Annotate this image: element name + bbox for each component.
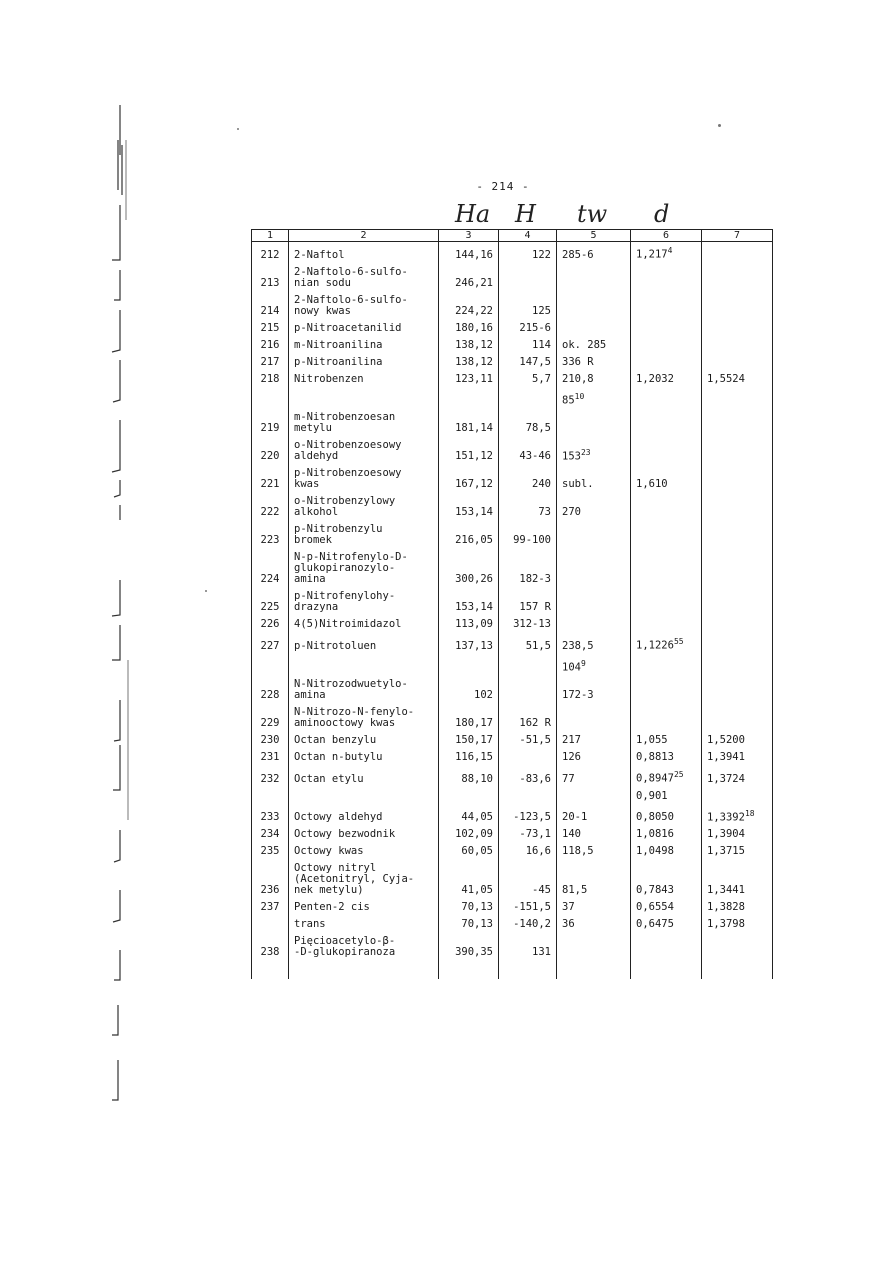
cell-refractive-index: 1,3392$^{18}$ (702, 805, 773, 827)
cell-melting-point: 43-46 (499, 437, 557, 465)
cell-density (631, 292, 702, 320)
cell-molar-mass (439, 655, 499, 677)
cell-molar-mass: 70,13 (439, 899, 499, 916)
cell-refractive-index (702, 242, 773, 264)
table-row (252, 805, 773, 827)
cell-number: 238 (252, 933, 289, 961)
table-row (252, 354, 773, 371)
cell-compound-name: Pięcioacetylo-β- -D-glukopiranoza (289, 933, 439, 961)
cell-refractive-index: 1,3715 (702, 843, 773, 860)
cell-compound-name: m-Nitrobenzoesan metylu (289, 409, 439, 437)
cell-refractive-index: 1,3828 (702, 899, 773, 916)
cell-compound-name (289, 388, 439, 410)
cell-boiling-point: 37 (557, 899, 631, 916)
cell-molar-mass: 216,05 (439, 521, 499, 549)
cell-melting-point: -83,6 (499, 766, 557, 788)
cell-melting-point: -140,2 (499, 916, 557, 933)
table-row (252, 676, 773, 704)
table-row (252, 264, 773, 292)
table-row (252, 437, 773, 465)
superscript-temperature: 18 (744, 808, 755, 818)
cell-refractive-index (702, 588, 773, 616)
cell-melting-point: 73 (499, 493, 557, 521)
cell-compound-name: Nitrobenzen (289, 371, 439, 388)
cell-molar-mass: 144,16 (439, 242, 499, 264)
cell-melting-point: -73,1 (499, 826, 557, 843)
table-row (252, 292, 773, 320)
cell-molar-mass: 137,13 (439, 633, 499, 655)
cell-molar-mass: 224,22 (439, 292, 499, 320)
cell-boiling-point: 126 (557, 749, 631, 766)
cell-number: 221 (252, 465, 289, 493)
cell-molar-mass: 88,10 (439, 766, 499, 788)
cell-boiling-point: 140 (557, 826, 631, 843)
cell-compound-name: trans (289, 916, 439, 933)
cell-density: 1,2032 (631, 371, 702, 388)
cell-density: 1,055 (631, 732, 702, 749)
empty-cell (439, 961, 499, 979)
table-header-row (252, 230, 773, 242)
cell-compound-name: p-Nitroanilina (289, 354, 439, 371)
cell-boiling-point: $104^9$ (557, 655, 631, 677)
cell-number: 218 (252, 371, 289, 388)
table-row (252, 749, 773, 766)
cell-melting-point: 131 (499, 933, 557, 961)
cell-compound-name: 2-Naftolo-6-sulfo- nian sodu (289, 264, 439, 292)
cell-boiling-point: 77 (557, 766, 631, 788)
cell-number: 214 (252, 292, 289, 320)
cell-density (631, 616, 702, 633)
empty-cell (702, 961, 773, 979)
cell-density: 1,0816 (631, 826, 702, 843)
cell-compound-name: Octan etylu (289, 766, 439, 788)
cell-compound-name: p-Nitrotoluen (289, 633, 439, 655)
cell-boiling-point: 238,5 (557, 633, 631, 655)
table-row (252, 899, 773, 916)
cell-molar-mass: 123,11 (439, 371, 499, 388)
cell-refractive-index: 1,3441 (702, 860, 773, 899)
cell-refractive-index: 1,5524 (702, 371, 773, 388)
cell-melting-point (499, 676, 557, 704)
cell-density: 0,8947$^{25}$ (631, 766, 702, 788)
cell-molar-mass: 113,09 (439, 616, 499, 633)
cell-compound-name: o-Nitrobenzoesowy aldehyd (289, 437, 439, 465)
cell-number: 232 (252, 766, 289, 788)
cell-melting-point: 162 R (499, 704, 557, 732)
cell-refractive-index (702, 320, 773, 337)
binder-edge-marks (108, 100, 138, 1110)
cell-density (631, 337, 702, 354)
cell-refractive-index (702, 264, 773, 292)
handwritten-header-ha: Ha (455, 200, 491, 228)
handwritten-header-h: H (515, 200, 536, 228)
cell-molar-mass: 300,26 (439, 549, 499, 588)
cell-density (631, 388, 702, 410)
cell-melting-point (499, 749, 557, 766)
column-header: 7 (702, 230, 773, 242)
cell-molar-mass: 138,12 (439, 354, 499, 371)
table-row (252, 465, 773, 493)
cell-refractive-index: 1,5200 (702, 732, 773, 749)
table-row (252, 521, 773, 549)
cell-refractive-index (702, 633, 773, 655)
cell-number: 226 (252, 616, 289, 633)
cell-number (252, 788, 289, 805)
cell-number: 224 (252, 549, 289, 588)
cell-molar-mass: 44,05 (439, 805, 499, 827)
table-row (252, 388, 773, 410)
cell-molar-mass: 151,12 (439, 437, 499, 465)
cell-melting-point: -151,5 (499, 899, 557, 916)
cell-molar-mass: 180,17 (439, 704, 499, 732)
empty-cell (557, 961, 631, 979)
cell-number: 217 (252, 354, 289, 371)
cell-compound-name: m-Nitroanilina (289, 337, 439, 354)
cell-compound-name: o-Nitrobenzylowy alkohol (289, 493, 439, 521)
cell-melting-point: 114 (499, 337, 557, 354)
cell-molar-mass: 390,35 (439, 933, 499, 961)
cell-melting-point: 16,6 (499, 843, 557, 860)
cell-boiling-point: 172-3 (557, 676, 631, 704)
cell-melting-point: -123,5 (499, 805, 557, 827)
cell-density: 1,610 (631, 465, 702, 493)
cell-refractive-index (702, 388, 773, 410)
cell-refractive-index (702, 521, 773, 549)
cell-melting-point: 157 R (499, 588, 557, 616)
cell-compound-name: p-Nitrobenzylu bromek (289, 521, 439, 549)
cell-melting-point: 122 (499, 242, 557, 264)
cell-number: 233 (252, 805, 289, 827)
table-row (252, 337, 773, 354)
table-row (252, 616, 773, 633)
cell-molar-mass: 102 (439, 676, 499, 704)
column-header: 6 (631, 230, 702, 242)
cell-density: 0,901 (631, 788, 702, 805)
column-header: 5 (557, 230, 631, 242)
cell-compound-name: p-Nitrofenylohy- drazyna (289, 588, 439, 616)
empty-cell (289, 961, 439, 979)
cell-boiling-point: $153^{23}$ (557, 437, 631, 465)
empty-cell (499, 961, 557, 979)
cell-molar-mass: 246,21 (439, 264, 499, 292)
empty-cell (631, 961, 702, 979)
cell-number: 230 (252, 732, 289, 749)
cell-melting-point (499, 264, 557, 292)
cell-melting-point: 182-3 (499, 549, 557, 588)
cell-number: 228 (252, 676, 289, 704)
table-empty-row (252, 961, 773, 979)
cell-molar-mass: 180,16 (439, 320, 499, 337)
cell-compound-name: N-Nitrozo-N-fenylo- aminooctowy kwas (289, 704, 439, 732)
column-header: 3 (439, 230, 499, 242)
cell-number: 229 (252, 704, 289, 732)
cell-refractive-index (702, 655, 773, 677)
cell-compound-name: 2-Naftol (289, 242, 439, 264)
cell-refractive-index: 1,3798 (702, 916, 773, 933)
cell-molar-mass: 116,15 (439, 749, 499, 766)
cell-compound-name: 4(5)Nitroimidazol (289, 616, 439, 633)
cell-density (631, 264, 702, 292)
cell-molar-mass: 153,14 (439, 493, 499, 521)
cell-molar-mass: 181,14 (439, 409, 499, 437)
cell-number: 215 (252, 320, 289, 337)
cell-melting-point: 125 (499, 292, 557, 320)
table-row (252, 788, 773, 805)
table-row (252, 549, 773, 588)
cell-density (631, 676, 702, 704)
cell-compound-name (289, 655, 439, 677)
cell-density: 1,1226$^{55}$ (631, 633, 702, 655)
cell-density: 1,0498 (631, 843, 702, 860)
cell-molar-mass (439, 388, 499, 410)
cell-melting-point (499, 388, 557, 410)
cell-boiling-point (557, 588, 631, 616)
cell-compound-name: Penten-2 cis (289, 899, 439, 916)
compound-data-table (251, 229, 773, 979)
table-row (252, 732, 773, 749)
column-header: 2 (289, 230, 439, 242)
cell-boiling-point: 81,5 (557, 860, 631, 899)
cell-refractive-index: 1,3941 (702, 749, 773, 766)
cell-boiling-point: 20-1 (557, 805, 631, 827)
cell-number (252, 655, 289, 677)
superscript-temperature: 4 (667, 246, 673, 255)
cell-boiling-point: $85^{10}$ (557, 388, 631, 410)
table-row (252, 860, 773, 899)
cell-refractive-index (702, 437, 773, 465)
empty-cell (252, 961, 289, 979)
cell-molar-mass: 153,14 (439, 588, 499, 616)
cell-boiling-point (557, 264, 631, 292)
table-row (252, 242, 773, 264)
cell-refractive-index: 1,3904 (702, 826, 773, 843)
cell-boiling-point (557, 616, 631, 633)
table-row (252, 766, 773, 788)
cell-melting-point: 147,5 (499, 354, 557, 371)
cell-melting-point: 215-6 (499, 320, 557, 337)
cell-refractive-index (702, 616, 773, 633)
cell-number: 235 (252, 843, 289, 860)
cell-refractive-index (702, 788, 773, 805)
cell-refractive-index (702, 704, 773, 732)
cell-melting-point: 5,7 (499, 371, 557, 388)
cell-refractive-index (702, 493, 773, 521)
cell-density (631, 549, 702, 588)
cell-density (631, 320, 702, 337)
cell-boiling-point: 217 (557, 732, 631, 749)
cell-molar-mass: 102,09 (439, 826, 499, 843)
cell-boiling-point: 270 (557, 493, 631, 521)
cell-boiling-point (557, 933, 631, 961)
table-row (252, 843, 773, 860)
table-row (252, 320, 773, 337)
cell-refractive-index (702, 933, 773, 961)
cell-density: 0,7843 (631, 860, 702, 899)
cell-refractive-index (702, 409, 773, 437)
cell-density (631, 933, 702, 961)
table-row (252, 916, 773, 933)
table-body (252, 242, 773, 980)
cell-number: 222 (252, 493, 289, 521)
cell-density (631, 437, 702, 465)
cell-refractive-index (702, 337, 773, 354)
cell-melting-point: -51,5 (499, 732, 557, 749)
cell-compound-name: Octowy aldehyd (289, 805, 439, 827)
cell-molar-mass: 60,05 (439, 843, 499, 860)
column-header: 4 (499, 230, 557, 242)
cell-density: 0,8050 (631, 805, 702, 827)
cell-number: 237 (252, 899, 289, 916)
cell-boiling-point (557, 549, 631, 588)
cell-boiling-point: ok. 285 (557, 337, 631, 354)
cell-compound-name: Octowy bezwodnik (289, 826, 439, 843)
cell-density (631, 521, 702, 549)
cell-number: 225 (252, 588, 289, 616)
cell-number (252, 916, 289, 933)
cell-density: 0,8813 (631, 749, 702, 766)
cell-number: 219 (252, 409, 289, 437)
cell-number: 220 (252, 437, 289, 465)
cell-number: 231 (252, 749, 289, 766)
cell-density (631, 655, 702, 677)
cell-number: 234 (252, 826, 289, 843)
cell-boiling-point: 118,5 (557, 843, 631, 860)
cell-boiling-point (557, 320, 631, 337)
cell-compound-name: p-Nitrobenzoesowy kwas (289, 465, 439, 493)
table-row (252, 409, 773, 437)
cell-melting-point (499, 788, 557, 805)
cell-density (631, 409, 702, 437)
table-row (252, 826, 773, 843)
superscript-temperature: 23 (580, 447, 591, 457)
cell-density (631, 354, 702, 371)
cell-number (252, 388, 289, 410)
table-row (252, 655, 773, 677)
cell-number: 212 (252, 242, 289, 264)
cell-boiling-point: 336 R (557, 354, 631, 371)
table-row (252, 588, 773, 616)
scan-speck (205, 590, 207, 592)
table-row (252, 371, 773, 388)
cell-molar-mass: 138,12 (439, 337, 499, 354)
cell-melting-point: 312-13 (499, 616, 557, 633)
cell-melting-point: 78,5 (499, 409, 557, 437)
cell-compound-name: N-p-Nitrofenylo-D- glukopiranozylo- amina (289, 549, 439, 588)
cell-melting-point (499, 655, 557, 677)
cell-boiling-point: 36 (557, 916, 631, 933)
cell-refractive-index: 1,3724 (702, 766, 773, 788)
cell-compound-name: Octan n-butylu (289, 749, 439, 766)
cell-density (631, 588, 702, 616)
cell-density: 1,217$^4$ (631, 242, 702, 264)
cell-density (631, 704, 702, 732)
scan-speck (718, 124, 721, 127)
cell-boiling-point: 210,8 (557, 371, 631, 388)
cell-boiling-point: subl. (557, 465, 631, 493)
cell-compound-name: Octowy kwas (289, 843, 439, 860)
table-row (252, 704, 773, 732)
cell-refractive-index (702, 292, 773, 320)
cell-melting-point: 51,5 (499, 633, 557, 655)
cell-number: 213 (252, 264, 289, 292)
cell-compound-name: N-Nitrozodwuetylo- amina (289, 676, 439, 704)
table-row (252, 493, 773, 521)
cell-density: 0,6475 (631, 916, 702, 933)
cell-compound-name: 2-Naftolo-6-sulfo- nowy kwas (289, 292, 439, 320)
scan-speck (237, 128, 239, 130)
superscript-temperature: 10 (574, 391, 585, 401)
cell-molar-mass (439, 788, 499, 805)
cell-compound-name: Octan benzylu (289, 732, 439, 749)
cell-molar-mass: 41,05 (439, 860, 499, 899)
cell-boiling-point (557, 409, 631, 437)
table-row (252, 633, 773, 655)
column-header: 1 (252, 230, 289, 242)
cell-number: 227 (252, 633, 289, 655)
cell-number: 223 (252, 521, 289, 549)
cell-melting-point: 99-100 (499, 521, 557, 549)
superscript-temperature: 55 (673, 637, 684, 646)
page-number: - 214 - (476, 180, 530, 193)
cell-melting-point: 240 (499, 465, 557, 493)
cell-boiling-point (557, 292, 631, 320)
handwritten-header-tw: tw (577, 200, 608, 228)
table-row (252, 933, 773, 961)
cell-number: 236 (252, 860, 289, 899)
cell-melting-point: -45 (499, 860, 557, 899)
cell-boiling-point (557, 521, 631, 549)
cell-compound-name (289, 788, 439, 805)
cell-compound-name: Octowy nitryl (Acetonitryl, Cyja- nek metylu) (289, 860, 439, 899)
cell-density (631, 493, 702, 521)
cell-compound-name: p-Nitroacetanilid (289, 320, 439, 337)
cell-refractive-index (702, 676, 773, 704)
superscript-temperature: 9 (580, 658, 586, 668)
superscript-temperature: 25 (673, 770, 684, 779)
cell-refractive-index (702, 465, 773, 493)
cell-molar-mass: 167,12 (439, 465, 499, 493)
cell-refractive-index (702, 549, 773, 588)
cell-boiling-point (557, 704, 631, 732)
cell-molar-mass: 150,17 (439, 732, 499, 749)
cell-boiling-point (557, 788, 631, 805)
cell-number: 216 (252, 337, 289, 354)
cell-refractive-index (702, 354, 773, 371)
cell-density: 0,6554 (631, 899, 702, 916)
cell-boiling-point: 285-6 (557, 242, 631, 264)
cell-molar-mass: 70,13 (439, 916, 499, 933)
handwritten-header-d: d (654, 200, 670, 228)
